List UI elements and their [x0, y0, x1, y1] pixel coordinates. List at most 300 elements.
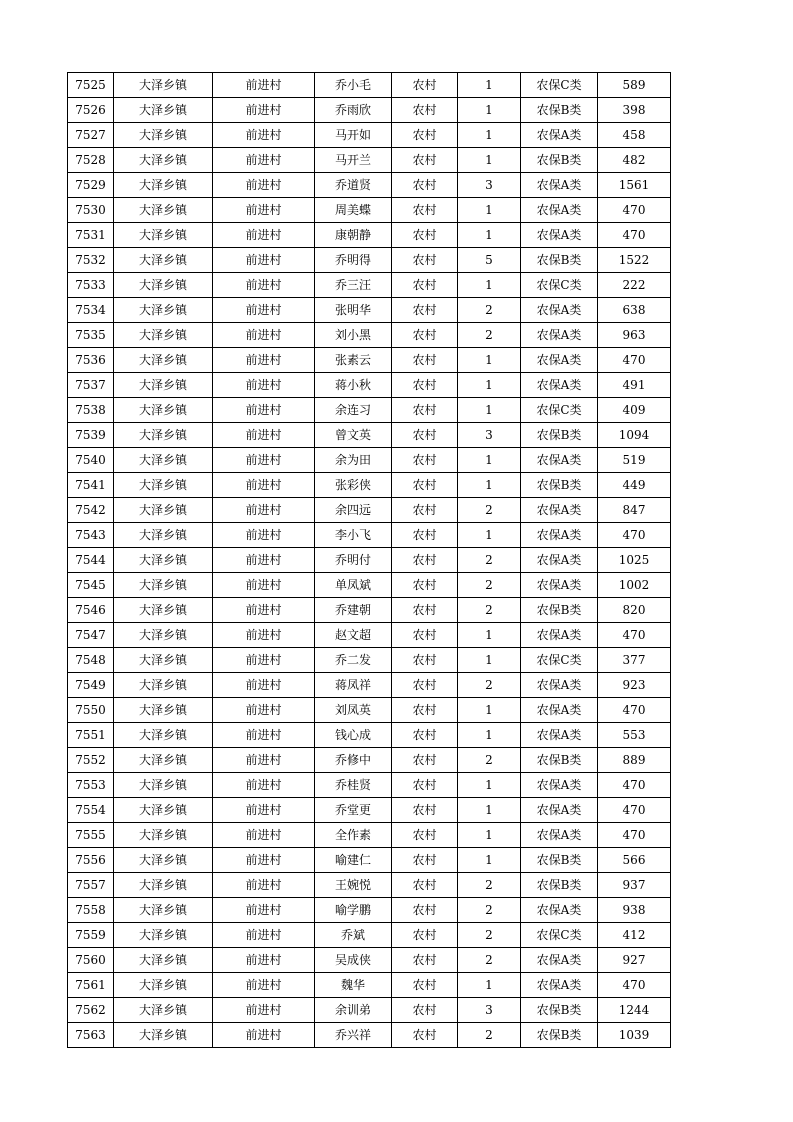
- area-type-cell: 农村: [392, 448, 458, 473]
- area-type-cell: 农村: [392, 998, 458, 1023]
- village-cell: 前进村: [213, 848, 315, 873]
- household-count-cell: 1: [458, 398, 521, 423]
- insurance-class-cell: 农保B类: [521, 748, 598, 773]
- amount-cell: 937: [598, 873, 671, 898]
- amount-cell: 458: [598, 123, 671, 148]
- township-cell: 大泽乡镇: [114, 898, 213, 923]
- township-cell: 大泽乡镇: [114, 748, 213, 773]
- township-cell: 大泽乡镇: [114, 873, 213, 898]
- household-count-cell: 1: [458, 473, 521, 498]
- township-cell: 大泽乡镇: [114, 573, 213, 598]
- table-row: [68, 73, 671, 98]
- area-type-cell: 农村: [392, 823, 458, 848]
- table-row: [68, 973, 671, 998]
- amount-cell: 847: [598, 498, 671, 523]
- area-type-cell: 农村: [392, 598, 458, 623]
- area-type-cell: 农村: [392, 773, 458, 798]
- village-cell: 前进村: [213, 473, 315, 498]
- township-cell: 大泽乡镇: [114, 198, 213, 223]
- row-number-cell: 7548: [68, 648, 114, 673]
- row-number-cell: 7553: [68, 773, 114, 798]
- name-cell: 刘小黑: [315, 323, 392, 348]
- amount-cell: 927: [598, 948, 671, 973]
- household-count-cell: 1: [458, 973, 521, 998]
- amount-cell: 398: [598, 98, 671, 123]
- area-type-cell: 农村: [392, 123, 458, 148]
- row-number-cell: 7559: [68, 923, 114, 948]
- insurance-class-cell: 农保A类: [521, 498, 598, 523]
- table-row: [68, 273, 671, 298]
- amount-cell: 470: [598, 623, 671, 648]
- township-cell: 大泽乡镇: [114, 348, 213, 373]
- document-page: [67, 72, 671, 1048]
- row-number-cell: 7558: [68, 898, 114, 923]
- table-row: [68, 773, 671, 798]
- village-cell: 前进村: [213, 948, 315, 973]
- name-cell: 王婉悦: [315, 873, 392, 898]
- amount-cell: 470: [598, 223, 671, 248]
- insurance-class-cell: 农保A类: [521, 523, 598, 548]
- name-cell: 蒋凤祥: [315, 673, 392, 698]
- table-row: [68, 548, 671, 573]
- table-row: [68, 898, 671, 923]
- insurance-class-cell: 农保A类: [521, 298, 598, 323]
- table-row: [68, 398, 671, 423]
- household-count-cell: 1: [458, 723, 521, 748]
- township-cell: 大泽乡镇: [114, 923, 213, 948]
- name-cell: 乔斌: [315, 923, 392, 948]
- name-cell: 赵文超: [315, 623, 392, 648]
- amount-cell: 1025: [598, 548, 671, 573]
- table-row: [68, 748, 671, 773]
- table-row: [68, 848, 671, 873]
- amount-cell: 589: [598, 73, 671, 98]
- table-row: [68, 123, 671, 148]
- township-cell: 大泽乡镇: [114, 373, 213, 398]
- household-count-cell: 1: [458, 623, 521, 648]
- amount-cell: 553: [598, 723, 671, 748]
- household-count-cell: 2: [458, 898, 521, 923]
- insurance-class-cell: 农保A类: [521, 548, 598, 573]
- insurance-class-cell: 农保A类: [521, 773, 598, 798]
- insurance-class-cell: 农保C类: [521, 648, 598, 673]
- village-cell: 前进村: [213, 998, 315, 1023]
- name-cell: 乔明得: [315, 248, 392, 273]
- row-number-cell: 7547: [68, 623, 114, 648]
- table-row: [68, 173, 671, 198]
- name-cell: 乔建朝: [315, 598, 392, 623]
- household-count-cell: 1: [458, 98, 521, 123]
- amount-cell: 470: [598, 698, 671, 723]
- township-cell: 大泽乡镇: [114, 473, 213, 498]
- area-type-cell: 农村: [392, 748, 458, 773]
- insurance-class-cell: 农保B类: [521, 873, 598, 898]
- amount-cell: 409: [598, 398, 671, 423]
- table-row: [68, 798, 671, 823]
- area-type-cell: 农村: [392, 423, 458, 448]
- insurance-class-cell: 农保A类: [521, 373, 598, 398]
- insurance-class-cell: 农保A类: [521, 698, 598, 723]
- name-cell: 曾文英: [315, 423, 392, 448]
- amount-cell: 519: [598, 448, 671, 473]
- township-cell: 大泽乡镇: [114, 673, 213, 698]
- insurance-class-cell: 农保A类: [521, 123, 598, 148]
- household-count-cell: 2: [458, 548, 521, 573]
- village-cell: 前进村: [213, 173, 315, 198]
- household-count-cell: 1: [458, 823, 521, 848]
- village-cell: 前进村: [213, 73, 315, 98]
- row-number-cell: 7546: [68, 598, 114, 623]
- name-cell: 魏华: [315, 973, 392, 998]
- amount-cell: 1244: [598, 998, 671, 1023]
- village-cell: 前进村: [213, 923, 315, 948]
- township-cell: 大泽乡镇: [114, 798, 213, 823]
- amount-cell: 1522: [598, 248, 671, 273]
- name-cell: 余四远: [315, 498, 392, 523]
- household-count-cell: 1: [458, 73, 521, 98]
- area-type-cell: 农村: [392, 523, 458, 548]
- insurance-class-cell: 农保A类: [521, 973, 598, 998]
- village-cell: 前进村: [213, 498, 315, 523]
- village-cell: 前进村: [213, 273, 315, 298]
- area-type-cell: 农村: [392, 348, 458, 373]
- village-cell: 前进村: [213, 723, 315, 748]
- amount-cell: 482: [598, 148, 671, 173]
- name-cell: 乔道贤: [315, 173, 392, 198]
- name-cell: 全作素: [315, 823, 392, 848]
- household-count-cell: 1: [458, 373, 521, 398]
- household-count-cell: 2: [458, 1023, 521, 1048]
- household-count-cell: 5: [458, 248, 521, 273]
- household-count-cell: 2: [458, 873, 521, 898]
- row-number-cell: 7541: [68, 473, 114, 498]
- amount-cell: 470: [598, 823, 671, 848]
- row-number-cell: 7536: [68, 348, 114, 373]
- township-cell: 大泽乡镇: [114, 1023, 213, 1048]
- row-number-cell: 7555: [68, 823, 114, 848]
- amount-cell: 963: [598, 323, 671, 348]
- village-cell: 前进村: [213, 98, 315, 123]
- amount-cell: 491: [598, 373, 671, 398]
- table-row: [68, 523, 671, 548]
- table-row: [68, 473, 671, 498]
- name-cell: 余训弟: [315, 998, 392, 1023]
- table-row: [68, 673, 671, 698]
- row-number-cell: 7535: [68, 323, 114, 348]
- village-cell: 前进村: [213, 373, 315, 398]
- name-cell: 周美蝶: [315, 198, 392, 223]
- records-table: [67, 72, 671, 1048]
- row-number-cell: 7539: [68, 423, 114, 448]
- village-cell: 前进村: [213, 698, 315, 723]
- area-type-cell: 农村: [392, 573, 458, 598]
- village-cell: 前进村: [213, 448, 315, 473]
- household-count-cell: 2: [458, 598, 521, 623]
- insurance-class-cell: 农保B类: [521, 98, 598, 123]
- village-cell: 前进村: [213, 548, 315, 573]
- township-cell: 大泽乡镇: [114, 598, 213, 623]
- name-cell: 乔明付: [315, 548, 392, 573]
- amount-cell: 1039: [598, 1023, 671, 1048]
- village-cell: 前进村: [213, 223, 315, 248]
- household-count-cell: 1: [458, 698, 521, 723]
- insurance-class-cell: 农保A类: [521, 198, 598, 223]
- row-number-cell: 7543: [68, 523, 114, 548]
- amount-cell: 470: [598, 773, 671, 798]
- village-cell: 前进村: [213, 873, 315, 898]
- table-row: [68, 698, 671, 723]
- area-type-cell: 农村: [392, 73, 458, 98]
- insurance-class-cell: 农保A类: [521, 623, 598, 648]
- row-number-cell: 7530: [68, 198, 114, 223]
- household-count-cell: 2: [458, 948, 521, 973]
- insurance-class-cell: 农保B类: [521, 998, 598, 1023]
- area-type-cell: 农村: [392, 698, 458, 723]
- amount-cell: 470: [598, 973, 671, 998]
- household-count-cell: 1: [458, 798, 521, 823]
- table-row: [68, 723, 671, 748]
- insurance-class-cell: 农保A类: [521, 448, 598, 473]
- household-count-cell: 2: [458, 573, 521, 598]
- row-number-cell: 7525: [68, 73, 114, 98]
- row-number-cell: 7549: [68, 673, 114, 698]
- insurance-class-cell: 农保B类: [521, 598, 598, 623]
- amount-cell: 470: [598, 198, 671, 223]
- township-cell: 大泽乡镇: [114, 223, 213, 248]
- amount-cell: 566: [598, 848, 671, 873]
- row-number-cell: 7544: [68, 548, 114, 573]
- name-cell: 张明华: [315, 298, 392, 323]
- township-cell: 大泽乡镇: [114, 698, 213, 723]
- insurance-class-cell: 农保A类: [521, 948, 598, 973]
- amount-cell: 820: [598, 598, 671, 623]
- row-number-cell: 7550: [68, 698, 114, 723]
- township-cell: 大泽乡镇: [114, 498, 213, 523]
- table-row: [68, 873, 671, 898]
- row-number-cell: 7557: [68, 873, 114, 898]
- name-cell: 乔二发: [315, 648, 392, 673]
- row-number-cell: 7552: [68, 748, 114, 773]
- name-cell: 李小飞: [315, 523, 392, 548]
- village-cell: 前进村: [213, 298, 315, 323]
- township-cell: 大泽乡镇: [114, 948, 213, 973]
- area-type-cell: 农村: [392, 498, 458, 523]
- amount-cell: 1002: [598, 573, 671, 598]
- township-cell: 大泽乡镇: [114, 298, 213, 323]
- name-cell: 康朝静: [315, 223, 392, 248]
- township-cell: 大泽乡镇: [114, 248, 213, 273]
- name-cell: 余为田: [315, 448, 392, 473]
- township-cell: 大泽乡镇: [114, 273, 213, 298]
- village-cell: 前进村: [213, 748, 315, 773]
- name-cell: 乔修中: [315, 748, 392, 773]
- village-cell: 前进村: [213, 773, 315, 798]
- amount-cell: 449: [598, 473, 671, 498]
- insurance-class-cell: 农保A类: [521, 223, 598, 248]
- name-cell: 单凤斌: [315, 573, 392, 598]
- area-type-cell: 农村: [392, 898, 458, 923]
- area-type-cell: 农村: [392, 98, 458, 123]
- household-count-cell: 1: [458, 448, 521, 473]
- household-count-cell: 1: [458, 848, 521, 873]
- table-row: [68, 823, 671, 848]
- insurance-class-cell: 农保A类: [521, 173, 598, 198]
- row-number-cell: 7526: [68, 98, 114, 123]
- name-cell: 乔堂更: [315, 798, 392, 823]
- area-type-cell: 农村: [392, 223, 458, 248]
- table-row: [68, 623, 671, 648]
- township-cell: 大泽乡镇: [114, 323, 213, 348]
- table-row: [68, 348, 671, 373]
- township-cell: 大泽乡镇: [114, 423, 213, 448]
- insurance-class-cell: 农保B类: [521, 1023, 598, 1048]
- village-cell: 前进村: [213, 648, 315, 673]
- amount-cell: 412: [598, 923, 671, 948]
- amount-cell: 938: [598, 898, 671, 923]
- row-number-cell: 7560: [68, 948, 114, 973]
- insurance-class-cell: 农保A类: [521, 798, 598, 823]
- insurance-class-cell: 农保A类: [521, 573, 598, 598]
- area-type-cell: 农村: [392, 248, 458, 273]
- insurance-class-cell: 农保C类: [521, 273, 598, 298]
- area-type-cell: 农村: [392, 873, 458, 898]
- table-row: [68, 948, 671, 973]
- table-row: [68, 498, 671, 523]
- insurance-class-cell: 农保B类: [521, 148, 598, 173]
- household-count-cell: 2: [458, 298, 521, 323]
- table-row: [68, 373, 671, 398]
- area-type-cell: 农村: [392, 948, 458, 973]
- household-count-cell: 3: [458, 998, 521, 1023]
- row-number-cell: 7540: [68, 448, 114, 473]
- township-cell: 大泽乡镇: [114, 523, 213, 548]
- area-type-cell: 农村: [392, 173, 458, 198]
- village-cell: 前进村: [213, 598, 315, 623]
- area-type-cell: 农村: [392, 473, 458, 498]
- township-cell: 大泽乡镇: [114, 773, 213, 798]
- name-cell: 张素云: [315, 348, 392, 373]
- household-count-cell: 1: [458, 148, 521, 173]
- amount-cell: 470: [598, 798, 671, 823]
- village-cell: 前进村: [213, 423, 315, 448]
- township-cell: 大泽乡镇: [114, 173, 213, 198]
- insurance-class-cell: 农保A类: [521, 348, 598, 373]
- village-cell: 前进村: [213, 123, 315, 148]
- village-cell: 前进村: [213, 348, 315, 373]
- village-cell: 前进村: [213, 673, 315, 698]
- table-row: [68, 298, 671, 323]
- township-cell: 大泽乡镇: [114, 398, 213, 423]
- table-row: [68, 998, 671, 1023]
- area-type-cell: 农村: [392, 148, 458, 173]
- area-type-cell: 农村: [392, 198, 458, 223]
- village-cell: 前进村: [213, 623, 315, 648]
- amount-cell: 377: [598, 648, 671, 673]
- township-cell: 大泽乡镇: [114, 723, 213, 748]
- area-type-cell: 农村: [392, 398, 458, 423]
- table-row: [68, 223, 671, 248]
- insurance-class-cell: 农保A类: [521, 723, 598, 748]
- area-type-cell: 农村: [392, 723, 458, 748]
- area-type-cell: 农村: [392, 623, 458, 648]
- row-number-cell: 7531: [68, 223, 114, 248]
- row-number-cell: 7534: [68, 298, 114, 323]
- amount-cell: 222: [598, 273, 671, 298]
- row-number-cell: 7542: [68, 498, 114, 523]
- name-cell: 张彩侠: [315, 473, 392, 498]
- name-cell: 马开如: [315, 123, 392, 148]
- name-cell: 蒋小秋: [315, 373, 392, 398]
- row-number-cell: 7563: [68, 1023, 114, 1048]
- table-row: [68, 1023, 671, 1048]
- household-count-cell: 3: [458, 173, 521, 198]
- table-row: [68, 198, 671, 223]
- amount-cell: 889: [598, 748, 671, 773]
- township-cell: 大泽乡镇: [114, 823, 213, 848]
- township-cell: 大泽乡镇: [114, 623, 213, 648]
- township-cell: 大泽乡镇: [114, 123, 213, 148]
- household-count-cell: 2: [458, 498, 521, 523]
- amount-cell: 1561: [598, 173, 671, 198]
- township-cell: 大泽乡镇: [114, 98, 213, 123]
- household-count-cell: 1: [458, 123, 521, 148]
- table-row: [68, 148, 671, 173]
- insurance-class-cell: 农保B类: [521, 848, 598, 873]
- name-cell: 刘凤英: [315, 698, 392, 723]
- row-number-cell: 7561: [68, 973, 114, 998]
- table-row: [68, 248, 671, 273]
- insurance-class-cell: 农保C类: [521, 73, 598, 98]
- name-cell: 钱心成: [315, 723, 392, 748]
- table-row: [68, 423, 671, 448]
- township-cell: 大泽乡镇: [114, 73, 213, 98]
- village-cell: 前进村: [213, 898, 315, 923]
- row-number-cell: 7528: [68, 148, 114, 173]
- area-type-cell: 农村: [392, 923, 458, 948]
- area-type-cell: 农村: [392, 798, 458, 823]
- insurance-class-cell: 农保C类: [521, 923, 598, 948]
- table-row: [68, 648, 671, 673]
- insurance-class-cell: 农保A类: [521, 673, 598, 698]
- area-type-cell: 农村: [392, 373, 458, 398]
- table-row: [68, 923, 671, 948]
- insurance-class-cell: 农保A类: [521, 898, 598, 923]
- row-number-cell: 7554: [68, 798, 114, 823]
- village-cell: 前进村: [213, 323, 315, 348]
- household-count-cell: 1: [458, 223, 521, 248]
- insurance-class-cell: 农保A类: [521, 823, 598, 848]
- household-count-cell: 2: [458, 673, 521, 698]
- household-count-cell: 2: [458, 748, 521, 773]
- household-count-cell: 1: [458, 773, 521, 798]
- amount-cell: 923: [598, 673, 671, 698]
- township-cell: 大泽乡镇: [114, 148, 213, 173]
- row-number-cell: 7556: [68, 848, 114, 873]
- township-cell: 大泽乡镇: [114, 998, 213, 1023]
- insurance-class-cell: 农保A类: [521, 323, 598, 348]
- area-type-cell: 农村: [392, 323, 458, 348]
- name-cell: 乔雨欣: [315, 98, 392, 123]
- village-cell: 前进村: [213, 148, 315, 173]
- household-count-cell: 1: [458, 198, 521, 223]
- area-type-cell: 农村: [392, 298, 458, 323]
- household-count-cell: 3: [458, 423, 521, 448]
- village-cell: 前进村: [213, 198, 315, 223]
- township-cell: 大泽乡镇: [114, 448, 213, 473]
- village-cell: 前进村: [213, 573, 315, 598]
- table-row: [68, 323, 671, 348]
- area-type-cell: 农村: [392, 648, 458, 673]
